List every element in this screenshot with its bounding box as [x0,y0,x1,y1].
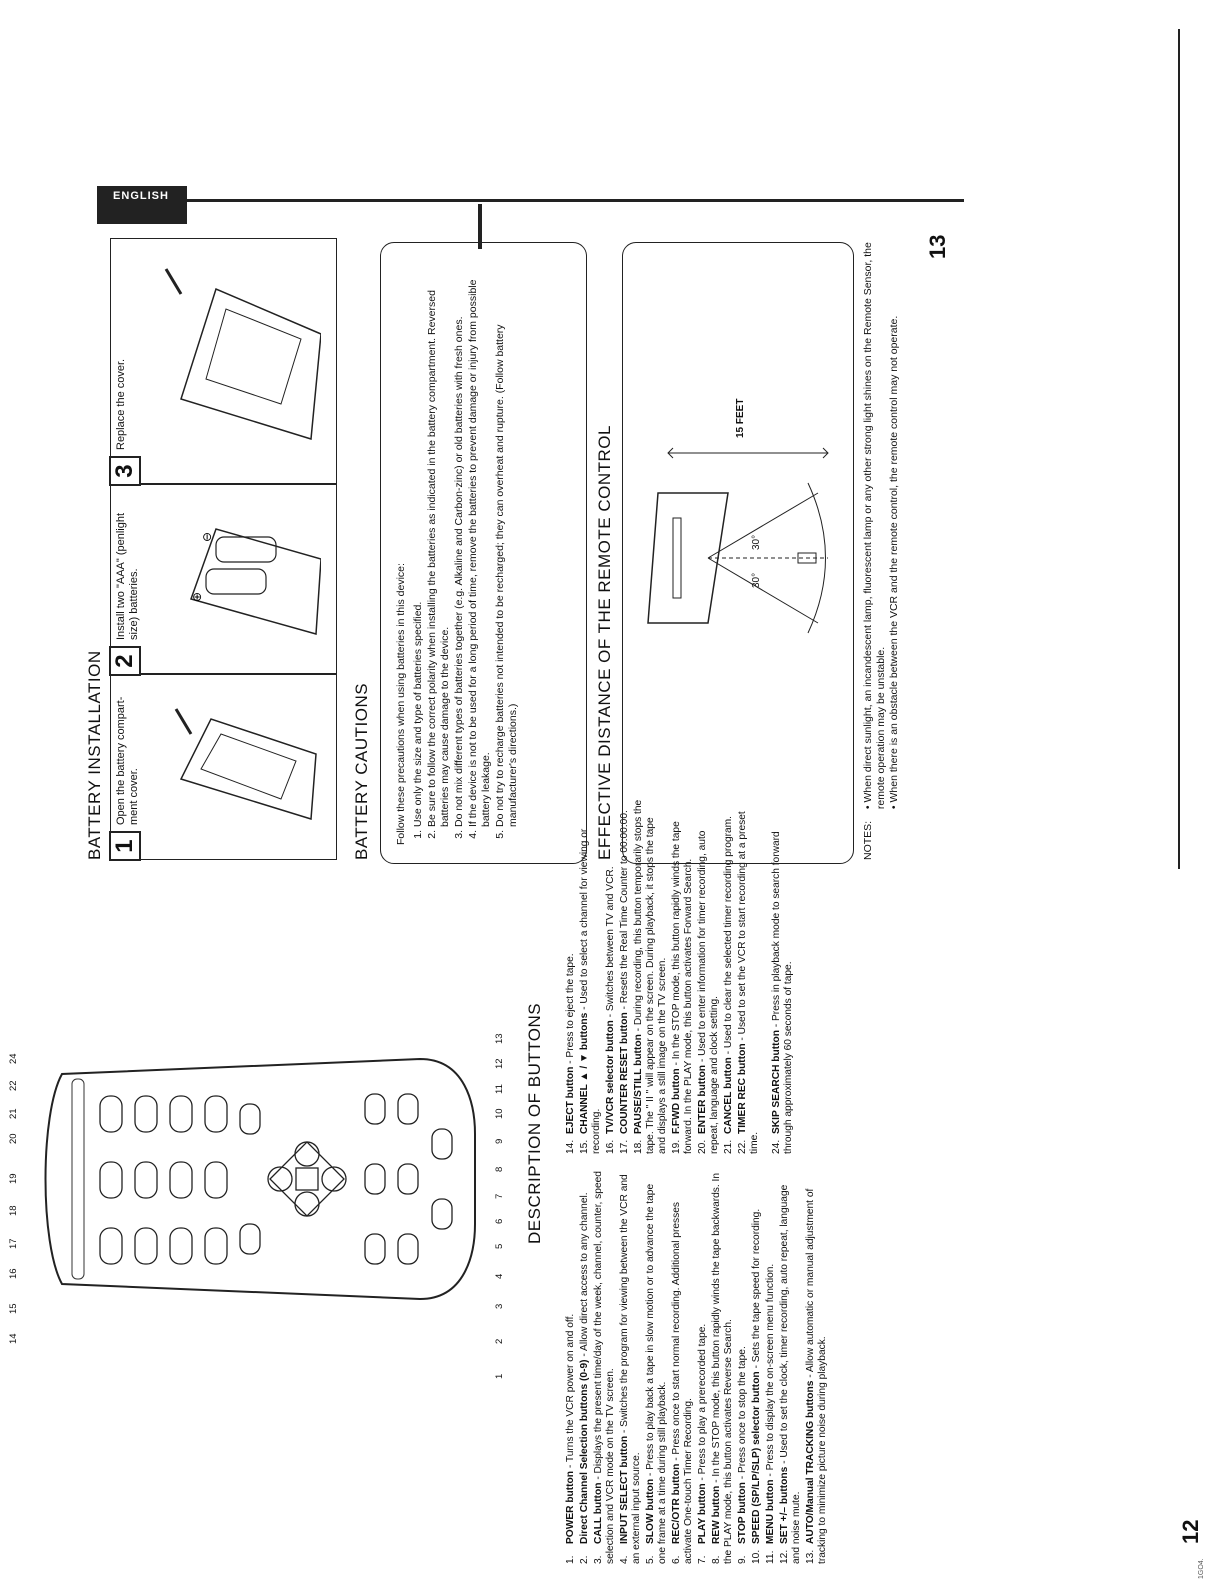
callout-13: 13 [494,1033,505,1044]
button-desc-15: 15.CHANNEL ▲ / ▼ buttons - Used to select a channel for viewing or recording. [579,828,602,1154]
note-item-2: • When there is an obstacle between the VCR and the remote control, the remote control may not operate. [888,315,900,810]
caution-item-3: 3. Do not mix different types of batteries together (e.g. Alkaline and Carbon-zinc) or old batteries with fresh ones. [453,255,466,827]
callout-12: 12 [494,1058,505,1069]
callout-24: 24 [8,1053,19,1064]
button-desc-12: 12.SET +/– buttons - Used to set the clock, timer recording, auto repeat, language and noise mute. [779,1184,802,1564]
page-number-12: 12 [1178,1519,1203,1544]
callout-3: 3 [494,1303,505,1309]
install-batteries-illustration [171,499,321,654]
battery-cautions-title: BATTERY CAUTIONS [352,682,371,860]
callout-9: 9 [494,1138,505,1144]
button-desc-13: 13.AUTO/Manual TRACKING buttons - Allow automatic or manual adjustment of tracking to minimize picture noise during playback. [805,1188,828,1564]
caution-item-5: 5. Do not try to recharge batteries not intended to be recharged; they can overheat and rupture. (Follow battery manufacturer's directions.) [494,255,520,827]
notes-items [862,214,901,809]
callout-1: 1 [494,1373,505,1379]
battery-step-2 [110,483,337,675]
replace-cover-illustration [161,259,321,459]
button-desc-20: 20.ENTER button - Used to enter information for timer recording, auto repeat, language and clock setting. [697,830,720,1154]
button-desc-19: 19.F.FWD button - In the STOP mode, this button rapidly winds the tape forward. In the PLAY mode, this button activates Forward Search. [671,821,694,1154]
callout-16: 16 [8,1268,19,1279]
page-number-13: 13 [925,234,950,259]
button-desc-21: 21.CANCEL button - Used to clear the selected timer recording program. [723,816,734,1154]
distance-label: 15 FEET [735,398,746,438]
angle-left-label: 30° [751,572,762,588]
effective-distance-box [622,242,854,864]
notes-label: NOTES: [862,820,874,860]
battery-cautions-box [380,242,587,864]
button-desc-7: 7.PLAY button - Press to play a prerecorded tape. [697,1323,708,1564]
tab-rule [184,199,964,202]
button-desc-22: 22.TIMER REC button - Used to set the VCR to start recording at a preset time. [737,811,760,1154]
caution-item-1: 1. Use only the size and type of batteries specified. [412,255,425,827]
callout-22: 22 [8,1080,19,1091]
callout-4: 4 [494,1273,505,1279]
button-desc-16: 16.TV/VCR selector button - Switches between TV and VCR. [605,866,616,1154]
callout-5: 5 [494,1243,505,1249]
callout-14: 14 [8,1333,19,1344]
callout-7: 7 [494,1193,505,1199]
step-1-text: Open the battery compart-ment cover. [115,696,140,825]
callout-17: 17 [8,1238,19,1249]
svg-text:⊕: ⊕ [190,591,204,602]
button-desc-2: 2.Direct Channel Selection buttons (0-9) - Allow direct access to any channel. [579,1192,590,1564]
step-1-number: 1 [109,831,141,861]
button-desc-14: 14.EJECT button - Press to eject the tape. [565,953,576,1154]
button-desc-1: 1.POWER button - Turns the VCR power on and off. [565,1313,576,1564]
button-desc-18: 18.PAUSE/STILL button - During recording, this button temporarily stops the tape. The " II " will appear on the screen. During playback, it stops the tape and displays a still image on the TV screen. [633,799,668,1154]
button-desc-3: 3.CALL button - Displays the present time/day of the week, channel, counter, speed selection and VCR mode on the TV screen. [593,1171,616,1564]
button-desc-24: 24.SKIP SEARCH button - Press in playback mode to search forward through approximately 60 seconds of tape. [771,831,794,1154]
battery-step-1 [110,673,337,860]
footer-mark: 1GO4. [1198,1558,1205,1579]
notes-section [862,210,901,860]
button-desc-6: 6.REC/OTR button - Press once to start normal recording. Additional presses activate One-touch Timer Recording. [671,1202,694,1564]
angle-right-label: 30° [751,534,762,550]
callout-2: 2 [494,1338,505,1344]
remote-range-diagram [628,253,848,853]
top-rule [1178,29,1180,869]
effective-distance-title: EFFECTIVE DISTANCE OF THE REMOTE CONTROL [595,425,614,860]
button-desc-5: 5.SLOW button - Press to play back a tape in slow motion or to advance the tape one frame at a time during still playback. [645,1183,668,1564]
cautions-list [412,255,520,845]
step-2-number: 2 [109,646,141,676]
button-desc-17: 17.COUNTER RESET button - Resets the Real Time Counter to 00:00:00. [619,810,630,1154]
callout-19: 19 [8,1173,19,1184]
button-desc-4: 4.INPUT SELECT button - Switches the program for viewing between the VCR and an external input source. [619,1174,642,1564]
english-tab-label: ENGLISH [113,190,169,203]
step-2-text: Install two "AAA" (penlight size) batteries. [115,512,140,640]
step-3-text: Replace the cover. [115,358,127,450]
battery-step-3 [110,238,337,485]
callout-18: 18 [8,1205,19,1216]
button-desc-10: 10.SPEED (SP/LP/SLP) selector button - Sets the tape speed for recording. [751,1208,762,1564]
description-of-buttons-title: DESCRIPTION OF BUTTONS [525,1002,544,1244]
open-cover-illustration [171,689,321,839]
button-desc-9: 9.STOP button - Press once to stop the tape. [737,1346,748,1564]
callout-15: 15 [8,1303,19,1314]
battery-installation-title: BATTERY INSTALLATION [85,650,104,860]
note-item-1: • When direct sunlight, an incandescent lamp, fluorescent lamp or any other strong light shines on the Remote Sensor, the remote operation may be unstable. [862,242,887,810]
callout-10: 10 [494,1108,505,1119]
callout-11: 11 [494,1084,505,1094]
battery-cautions-text [395,255,521,845]
callout-21: 21 [8,1108,19,1119]
callout-8: 8 [494,1166,505,1172]
svg-text:⊖: ⊖ [200,531,214,542]
caution-item-4: 4. If the device is not to be used for a long period of time, remove the batteries to prevent damage or injury from possible battery leakage. [467,255,493,827]
caution-item-2: 2. Be sure to follow the correct polarity when installing the batteries as indicated in the battery compartment. Reversed batteries may cause damage to the device. [426,255,452,827]
button-desc-8: 8.REW button - In the STOP mode, this button rapidly winds the tape backwards. In the PLAY mode, this button activates Reverse Search. [711,1172,734,1564]
button-desc-11: 11.MENU button - Press to display the on-screen menu function. [765,1263,776,1564]
english-language-tab [97,186,187,224]
cautions-intro: Follow these precautions when using batteries in this device: [395,563,407,845]
step-3-number: 3 [109,456,141,486]
callout-20: 20 [8,1133,19,1144]
callout-6: 6 [494,1218,505,1224]
